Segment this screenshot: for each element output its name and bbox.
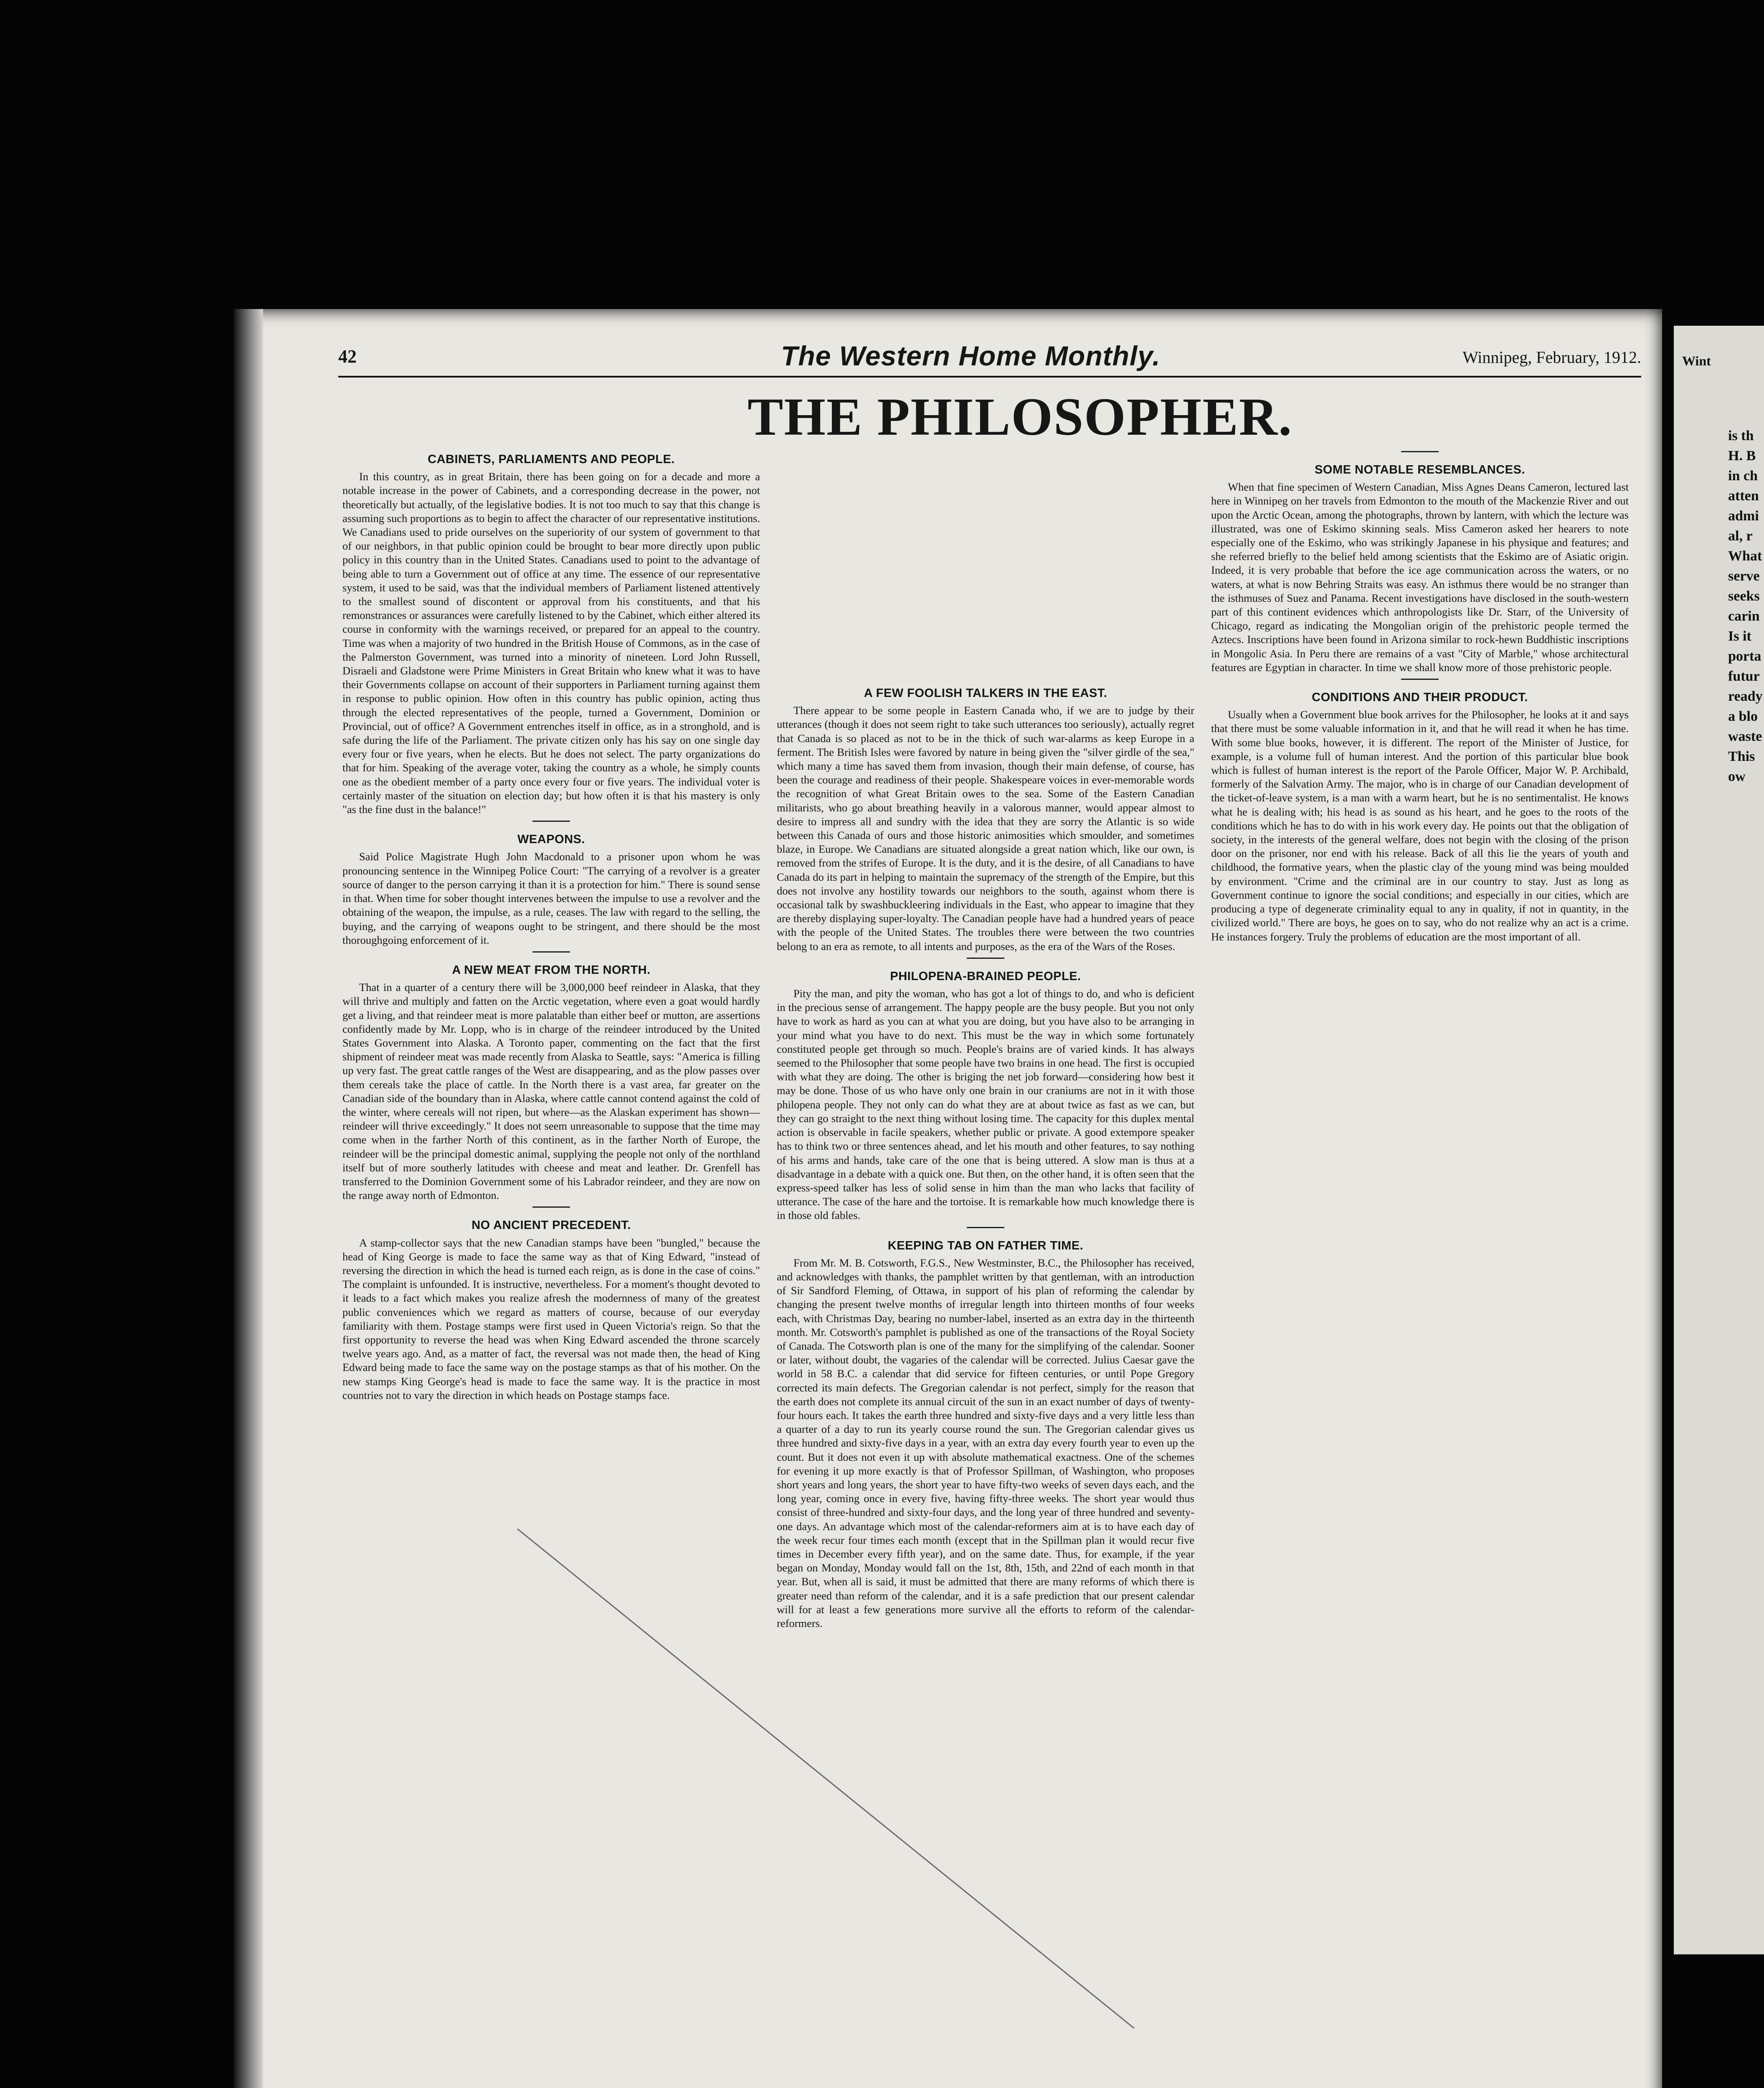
adjacent-page-line: porta (1728, 649, 1761, 664)
article-heading: A NEW MEAT FROM THE NORTH. (452, 963, 651, 977)
article-body: Said Police Magistrate Hugh John Macdonald to a prisoner upon whom he was pronouncing sentence in the Winnipeg Police Court: "The carrying of a revolver is a greater source of danger to the person carrying it than it is a protection for him." There is sound sense in that. When time for sober thought intervenes between the impulse to use a revolver and the obtaining of the weapon, the impulse, as a rule, ceases. The law with regard to the selling, the buying, and the carrying of weapons ought to be stringent, and there should be the most thoroughgoing enforcement of it. (342, 850, 760, 946)
section-divider (532, 1206, 570, 1208)
section-divider (532, 821, 570, 822)
article-body: There appear to be some people in Eastern Canada who, if we are to judge by their utterances (though it does not seem right to take such utterances too seriously), actually regret that Canada is so placed as not to be in the thick of such war-alarms as keep Europe in a ferment. The British Isles were favored by nature in being given the "silver girdle of the sea," which many a time has saved them from invasion, though their main defense, of course, has been the courage and readiness of their people. Shakespeare voices in ever-memorable words the recognition of what Great Britain owes to the sea. Some of the Eastern Canadian militarists, who go about breathing heavily in a valorous manner, would appear almost to desire to impress all and sundry with the idea that they are sorry the Atlantic is so wide between this Canada of ours and those historic animosities which smoulder, and sometimes blaze, in Europe. We Canadians are situated alongside a great nation which, like our own, is removed from the strifes of Europe. It is the duty, and it is the desire, of all Canadians to have Canada do its part in helping to maintain the supremacy of the strength of the Empire, but this does not involve any hostility towards our neighbors to the south, against whom there is occasional talk by swashbuckleering individuals in the East, who appear to imagine that they are thereby displaying super-loyalty. The Canadian people have had a hundred years of peace with the people of the United States. The troubles there were between the two countries belong to an era as remote, to all intents and purposes, as the era of the Wars of the Roses. (777, 704, 1194, 953)
adjacent-page-line: is th (1728, 428, 1754, 443)
adjacent-page-header: Wint (1682, 353, 1711, 368)
adjacent-page-line: atten (1728, 488, 1759, 504)
adjacent-page-line: waste (1728, 729, 1762, 744)
adjacent-page-line: serve (1728, 568, 1760, 584)
adjacent-page-line: admi (1728, 508, 1759, 524)
adjacent-page-line: a blo (1728, 709, 1758, 724)
article-heading: PHILOPENA-BRAINED PEOPLE. (890, 969, 1081, 983)
section-divider (1401, 679, 1439, 680)
page-number: 42 (338, 346, 357, 367)
article-heading: WEAPONS. (517, 833, 585, 846)
article-body: Pity the man, and pity the woman, who has got a lot of things to do, and who is deficient in the precious sense of arrangement. The happy people are the busy people. But you not only have to work as hard as you can at what you are doing, but you have also to be arranging in your mind what you have to do next. This must be the way in which some fortunately constituted people get through so much. People's brains are of varied kinds. It has always seemed to the Philosopher that some people have two brains in one head. The first is occupied with what they are doing. The other is briging the net job forward—considering how best it may be done. Those of us who have only one brain in our craniums are not in it with those philopena people. They not only can do what they are at about twice as fast as we can, but they can go straight to the next thing without losing time. The capacity for this duplex mental action is observable in facile speakers, whether public or private. A good extempore speaker has to think two or three sentences ahead, and let his mouth and other features, to say nothing of his arms and hands, take care of the one that is being uttered. A slow man is thus at a disadvantage in a debate with a quick one. But then, on the other hand, it is often seen that the express-speed talker has less of solid sense in him than the man who lacks that facility of utterance. The case of the hare and the tortoise. It is remarkable how much knowledge there is in those old fables. (777, 987, 1194, 1222)
adjacent-page-line: ready (1728, 689, 1763, 704)
article-body: A stamp-collector says that the new Canadian stamps have been "bungled," because the head of King George is made to face the same way as that of King Edward, "instead of reversing the direction in which the head is turned each reign, as is done in the case of coins." The complaint is unfounded. It is instructive, nevertheless. For a moment's thought devoted to it leads to a fact which makes you realize afresh the modernness of many of the greatest public conveniences which we regard as matters of course, because of our everyday familiarity with them. Postage stamps were first used in Queen Victoria's reign. So that the first opportunity to reverse the head was when King Edward ascended the throne scarcely twelve years ago. And, as a matter of fact, the reversal was not made then, the head of King Edward being made to face the same way on the postage stamps as that of his mother. On the new stamps King George's head is made to face the same way. It is the practice in most countries not to vary the direction in which heads on Postage stamps face. (342, 1236, 760, 1401)
section-divider (967, 1227, 1004, 1228)
adjacent-page-line: ow (1728, 769, 1746, 784)
column-1 (342, 447, 760, 1402)
masthead: The Western Home Monthly. (781, 340, 1161, 371)
article-body: In this country, as in great Britain, there has been going on for a decade and more a notable increase in the power of Cabinets, and a corresponding decrease in the power, not theoretically but actually, of the legislative bodies. It is not too much to say that this change is assuming such proportions as to begin to affect the character of our representative institutions. We Canadians used to pride ourselves on the superiority of our system of government to that of our neighbors, in that public opinion could be brought to bear more directly upon public policy in this country than in the United States. Canadians used to point to the advantage of being able to turn a Government out of office at any time. The essence of our representative system, it used to be said, was that the individual members of Parliament listened attentively to the smallest sound of discontent or approval from his constituents, and that his remonstrances or assurances were carefully listened to by the Cabinet, which either altered its course in conformity with the warnings received, or prepared for an appeal to the country. Time was when a majority of two hundred in the British House of Commons, as in the case of the Palmerston Government, was turned into a minority of nineteen. Lord John Russell, Disraeli and Gladstone were Prime Ministers in Great Britain who knew what it was to have their Governments collapse on account of their supporters in Parliament turning against them in response to public opinion. How often in this country has public opinion, acting thus through the elected representatives of the people, turned a Government, Dominion or Provincial, out of office? A Government entrenches itself in office, as in a stronghold, and is safe during the life of the Parliament. The private citizen only has his say on one single day every four or five years, when he elects. But he does not select. The party organizations do that for him. Speaking of the average voter, taking the country as a whole, he simply counts one as the obedient member of a party once every four or five years. The individual voter is certainly master of the situation on election day; but how often it is that his mastery is only "as the fine dust in the balance!" (342, 470, 760, 816)
adjacent-page-line: futur (1728, 669, 1760, 684)
column-3 (1211, 447, 1629, 944)
article-heading: A FEW FOOLISH TALKERS IN THE EAST. (864, 687, 1108, 700)
adjacent-page-line: Is it (1728, 628, 1751, 644)
adjacent-page-line: What (1728, 548, 1762, 564)
article-heading: NO ANCIENT PRECEDENT. (471, 1219, 631, 1232)
adjacent-page-line: carin (1728, 608, 1760, 624)
newspaper-page (234, 309, 1662, 2088)
article-heading: SOME NOTABLE RESEMBLANCES. (1315, 463, 1525, 476)
article-body: From Mr. M. B. Cotsworth, F.G.S., New Westminster, B.C., the Philosopher has received, and acknowledges with thanks, the pamphlet written by that gentleman, with an introduction of Sir Sandford Fleming, of Ottawa, in support of his plan of reforming the calendar by changing the present twelve months of irregular length into thirteen months of four weeks each, with Christmas Day, bearing no number-label, inserted as an extra day in the thirteenth month. Mr. Cotsworth's pamphlet is published as one of the transactions of the Royal Society of Canada. The Cotsworth plan is one of the many for the simplifying of the calendar. Sooner or later, without doubt, the vagaries of the calendar will be corrected. Julius Caesar gave the world in 58 B.C. a calendar that did service for fifteen centuries, or until Pope Gregory corrected its main defects. The Gregorian calendar is not perfect, simply for the reason that the earth does not complete its annual circuit of the sun in an exact number of days of twenty-four hours each. It takes the earth three hundred and sixty-five days and a very little less than a quarter of a day to run its yearly course round the sun. The Gregorian calendar gives us three hundred and sixty-five days in a year, with an extra day every fourth year to even up the count. But it does not even it up with absolute mathematical exactness. One of the schemes for evening it up more exactly is that of Professor Spillman, of Washington, who proposes short years and long years, the short year to have fifty-two weeks of seven days each, and the long year, coming once in every five, having fifty-three weeks. The short year would thus consist of three-hundred and sixty-four days, and the long year of three hundred and seventy-one days. An advantage which most of the calendar-reformers aim at is to have each day of the week recur four times each month (except that in the Spillman plan it would recur five times in December every fifth year), and on the same date. Thus, for example, if the year began on Monday, Monday would fall on the 1st, 8th, 15th, and 22nd of each month in that year. But, when all is said, it must be admitted that there are many reforms of which there is greater need than reform of the calendar, and it is a safe prediction that our present calendar will for at least a few generations more survive all the efforts to reform of the calendar-reformers. (777, 1256, 1194, 1629)
column-spacer (777, 447, 1194, 681)
dateline: Winnipeg, February, 1912. (1462, 348, 1641, 367)
article-body: Usually when a Government blue book arrives for the Philosopher, he looks at it and says that there must be some valuable information in it, and that he will read it when he has time. With some blue books, however, it is different. The report of the Minister of Justice, for example, is a volume full of human interest. And the portion of this particular blue book which is fullest of human interest is the report of the Parole Officer, Major W. P. Archibald, formerly of the Salvation Army. The major, who is in charge of our Canadian development of the ticket-of-leave system, is a man with a warm heart, but he is no sentimentalist. He knows what he is dealing with; his head is as sound as his heart, and he goes to the roots of the conditions which he has to do with in his work every day. He points out that the obligation of society, in the interests of the general welfare, does not begin with the closing of the prison door on the prisoner, nor end with his release. Back of all this lie the years of youth and childhood, the formative years, when the plastic clay of the young mind was being moulded by environment. "Crime and the criminal are in our country to stay. Just as long as Government continue to ignore the social conditions; and especially in our cities, which are producing a type of degenerate criminality equal to any in quality, if not in quantity, in the civilized world." There are boys, he goes on to say, who do not realize why an act is a crime. He instances forgery. Truly the problems of education are the most important of all. (1211, 708, 1629, 943)
adjacent-page-edge (1674, 326, 1764, 1954)
section-divider (532, 951, 570, 953)
adjacent-page-line: in ch (1728, 468, 1758, 484)
article-heading: KEEPING TAB ON FATHER TIME. (887, 1239, 1084, 1252)
page-header (338, 338, 1641, 378)
adjacent-page-line: al, r (1728, 528, 1753, 544)
section-divider (967, 958, 1004, 959)
column-2 (777, 447, 1194, 1630)
adjacent-page-line: This (1728, 749, 1755, 764)
department-title: THE PHILOSOPHER. (748, 387, 1293, 446)
article-body: That in a quarter of a century there will be 3,000,000 beef reindeer in Alaska, that they will thrive and multiply and fatten on the Arctic vegetation, where even a goat would hardly get a living, and that reindeer meat is more palatable than either beef or mutton, are assertions confidently made by Mr. Lopp, who is in charge of the reindeer introduced by the United States Government into Alaska. A Toronto paper, commenting on the fact that the first shipment of reindeer meat was made recently from Alaska to Seattle, says: "America is filling up very fast. The great cattle ranges of the West are disappearing, and as the plow passes over them cereals take the place of cattle. In the North there is a vast area, far greater on the Canadian side of the boundary than in Alaska, where cattle cannot contend against the cold of the winter, where cereals will not ripen, but where—as the Alaskan experiment has shown—reindeer will thrive exceedingly." It does not seem unreasonable to suppose that the time may come when in the farther North of this continent, as in the farther North of Europe, the reindeer will be the principal domestic animal, supplying the people not only of the northland itself but of more southerly latitudes with cheese and meat and leather. Dr. Grenfell has transferred to the Dominion Government some of his Labrador reindeer, and they are now on the range away north of Edmonton. (342, 981, 760, 1202)
section-divider (1401, 451, 1439, 452)
adjacent-page-text (1728, 426, 1764, 787)
article-body: When that fine specimen of Western Canadian, Miss Agnes Deans Cameron, lectured last here in Winnipeg on her travels from Edmonton to the mouth of the Mackenzie River and out upon the Arctic Ocean, among the photographs, thrown by lantern, with which the lecture was illustrated, was one of Eskimo skinning seals. Miss Cameron asked her hearers to note especially one of the Eskimo, who was strikingly Japanese in his physique and features; and she referred briefly to the belief held among scientists that the Eskimo are of Asiatic origin. Indeed, it is very probable that before the ice age communication across the waters, or no waters, at what is now Behring Straits was easy. An isthmus there would be no stranger than the isthmuses of Suez and Panama. Recent investigations have disclosed in the south-western part of this continent evidences which anthropologists like Dr. Starr, of the University of Chicago, regard as indicating the Mongolian origin of the prehistoric people termed the Aztecs. Inscriptions have been found in Arizona similar to rock-hewn Buddhistic inscriptions in Mongolic Asia. In Peru there are remains of a vast "City of Marble," whose architectural features are Egyptian in character. In time we shall know more of those prehistoric people. (1211, 481, 1629, 674)
adjacent-page-line: H. B (1728, 448, 1756, 464)
adjacent-page-line: seeks (1728, 588, 1760, 604)
article-heading: CABINETS, PARLIAMENTS AND PEOPLE. (428, 453, 675, 466)
article-heading: CONDITIONS AND THEIR PRODUCT. (1312, 691, 1528, 704)
